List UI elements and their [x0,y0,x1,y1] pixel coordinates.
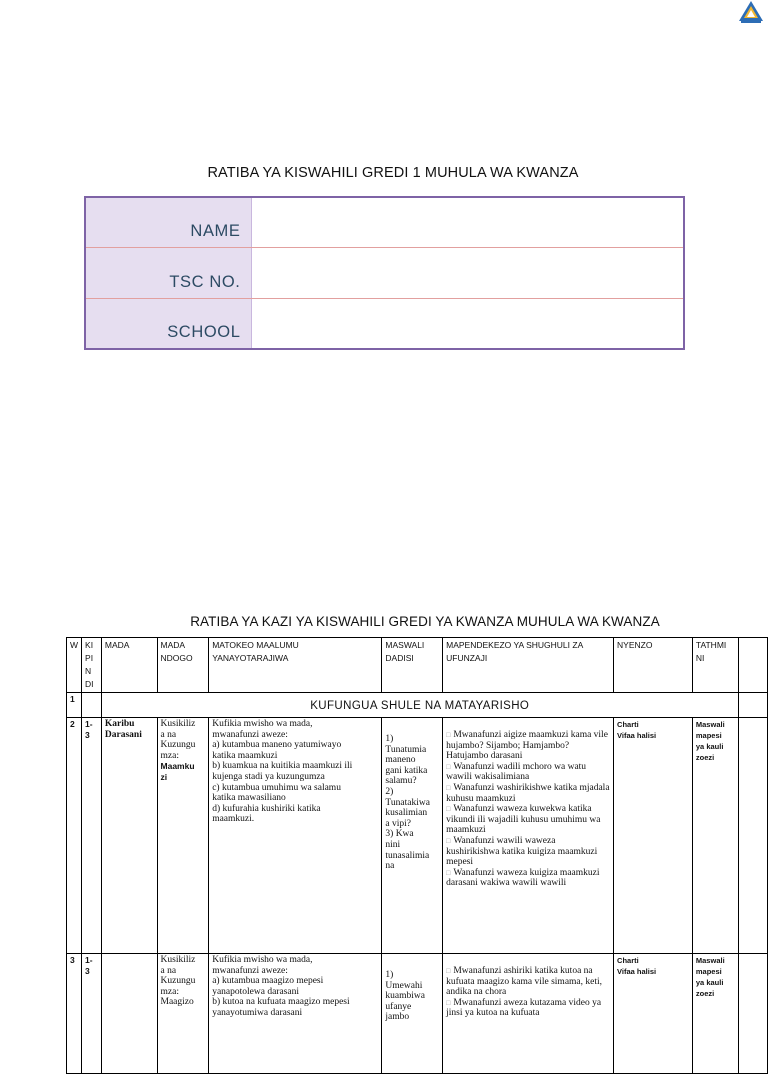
bullet-icon: □ [446,998,451,1007]
info-row-tsc [85,248,684,299]
tsc-field[interactable] [251,248,684,299]
school-label: SCHOOL [85,298,251,349]
activity-list [446,730,610,889]
row-mada-ndogo [157,718,209,954]
bullet-icon: □ [446,731,451,739]
publisher-logo-icon [738,0,764,24]
bullet-icon: □ [446,805,451,814]
header-lesson: KI PI N DI [82,638,102,693]
school-field[interactable] [251,298,684,349]
header-tathmini: TATHMI NI [692,638,738,693]
row-week: 2 [67,718,82,954]
row-mada: Karibu Darasani [101,718,157,954]
row-mada-ndogo [157,954,209,1074]
bullet-icon: □ [446,783,451,792]
row-lesson: 1- 3 [82,954,102,1074]
list-item: □ Wanafunzi wawili waweza kushirikishwa katika kuigiza maamkuzi mepesi [446,835,598,868]
header-maswali: MASWALI DADISI [382,638,443,693]
list-item: □ Wanafunzi waweza kuigiza maamkuzi darasani wakiwa wawili wawili [446,867,600,889]
schedule-title: RATIBA YA KAZI YA KISWAHILI GREDI YA KWANZA MUHULA WA KWANZA [190,614,660,629]
header-nyenzo: NYENZO [614,638,693,693]
header-matokeo: MATOKEO MAALUMU YANAYOTARAJIWA [209,638,382,693]
row-lesson: 1- 3 [82,718,102,954]
row-extra [738,954,767,1074]
header-mada-ndogo: MADA NDOGO [157,638,209,693]
section-title: KUFUNGUA SHULE NA MATAYARISHO [101,693,738,718]
row-maswali: 1) Umewahi kuambiwa ufanye jambo [382,954,443,1074]
row-shughuli [443,718,614,954]
row-nyenzo: Charti Vifaa halisi [614,718,693,954]
header-extra [738,638,767,693]
list-item: □ Wanafunzi wadili mchoro wa watu wawili wakisalimiana [446,761,587,783]
mada-ndogo-topic: Maamku zi [160,761,195,783]
row-tathmini: Maswali mapesi ya kauli zoezi [692,954,738,1074]
tsc-label: TSC NO. [85,248,251,299]
row-matokeo: Kufikia mwisho wa mada, mwanafunzi aweze: a) kutambua maneno yatumiwayo katika maamkuzi b) kuamkua na kuitikia maamkuzi ili kujenga stadi ya kuzungumza c) kutambua umuhimu wa salamu katika mawasiliano d) kufurahia kushiriki katika maamkuzi. [209,718,382,954]
bullet-icon: □ [446,868,451,877]
list-item: □ Mwanafunzi ashiriki katika kutoa na kufuata maagizo kama vile simama, keti, andika na chora [446,966,603,998]
row-mada [101,954,157,1074]
section-empty-lesson [82,693,102,718]
section-row [67,693,768,718]
section-empty-extra [738,693,767,718]
row-shughuli [443,954,614,1074]
schedule-header-row [67,638,768,693]
name-field[interactable] [251,197,684,248]
row-week: 3 [67,954,82,1074]
header-shughuli: MAPENDEKEZO YA SHUGHULI ZA UFUNZAJI [443,638,614,693]
name-label: NAME [85,197,251,248]
row-extra [738,718,767,954]
info-row-school [85,298,684,349]
header-week: W [67,638,82,693]
row-nyenzo: Charti Vifaa halisi [614,954,693,1074]
table-row [67,954,768,1074]
section-week: 1 [67,693,82,718]
mada-ndogo-text: Kusikiliz a na Kuzungu mza: Maagizo [160,955,196,1008]
header-mada: MADA [101,638,157,693]
list-item: □ Mwanafunzi aigize maamkuzi kama vile hujambo? Sijambo; Hamjambo? Hatujambo darasani [446,730,608,762]
list-item: □ Wanafunzi waweza kuwekwa katika vikundi ili wajadili kuhusu umuhimu wa maamkuzi [446,804,601,836]
mada-ndogo-text: Kusikiliz a na Kuzungu mza: [160,719,196,761]
row-matokeo: Kufikia mwisho wa mada, mwanafunzi aweze: a) kutambua maagizo mepesi yanapotolewa darasani b) kutoa na kufuata maagizo mepesi yanayotumiwa darasani [209,954,382,1074]
teacher-info-form [84,196,685,350]
bullet-icon: □ [446,836,451,845]
schedule-table [66,637,768,1074]
bullet-icon: □ [446,762,451,771]
row-tathmini: Maswali mapesi ya kauli zoezi [692,718,738,954]
list-item: □ Mwanafunzi aweza kutazama video ya jinsi ya kutoa na kufuata [446,997,602,1019]
row-maswali: 1) Tunatumia maneno gani katika salamu? 2) Tunatakiwa kusalimian a vipi? 3) Kwa nini tunasalimia na [382,718,443,954]
info-row-name [85,197,684,248]
list-item: □ Wanafunzi washirikishwe katika mjadala kuhusu maamkuzi [446,782,610,804]
document-title: RATIBA YA KISWAHILI GREDI 1 MUHULA WA KWANZA [207,165,579,181]
activity-list [446,966,610,1019]
table-row [67,718,768,954]
bullet-icon: □ [446,967,451,975]
